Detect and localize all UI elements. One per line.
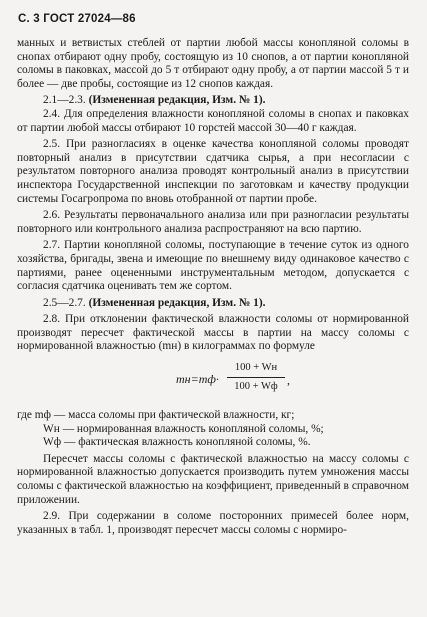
paragraph-2-7: 2.7. Партии конопляной соломы, поступающие в течение суток из одного хозяйства, бригады, звена и имеющие по внешнему виду одинаковое качество с партиями, ранее оцененными инструментальным методом, допускается с согласия сдатчика оценивать тем же сортом.: [17, 239, 409, 293]
amendment-note-2: [17, 297, 409, 311]
paragraph-2-5: 2.5. При разногласиях в оценке качества конопляной соломы проводят повторный анализ в присутствии сдатчика сырья, а при несогласии с результатом повторного анализа проводят контрольный анализ в присутствии инспектора Государственной инспекции по заготовкам и качеству продукции системы Госагропрома по вновь отобранной от партии пробе.: [17, 138, 409, 205]
paragraph-2-9: 2.9. При содержании в соломе посторонних примесей более норм, указанных в табл. 1, производят пересчет массы соломы с нормиро-: [17, 510, 409, 536]
formula-denominator: 100 + Wф: [234, 380, 278, 392]
page-header: С. 3 ГОСТ 27024—86: [18, 13, 136, 25]
amendment-note-1: [17, 94, 409, 108]
amendment-note-1-text: (Измененная редакция, Изм. № 1).: [88, 94, 266, 107]
formula-comma: ,: [287, 373, 290, 388]
amendment-note-1-number: 2.1—2.3.: [43, 94, 86, 107]
paragraph-recalculation: Пересчет массы соломы с фактической влажностью на массу соломы с нормированной влажностью допускается производить путем умножения массы соломы с фактической влажностью на коэффициент, приведенный в справочном приложении.: [17, 452, 409, 506]
paragraph-2-8: 2.8. При отклонении фактической влажности соломы от нормированной производят пересчет фактической массы в партии на массу соломы с нормированной влажностью (mн) в килограммах по формуле: [17, 313, 409, 353]
formula-lhs: mн=mф·: [176, 372, 219, 387]
document-body: [17, 37, 409, 537]
amendment-note-2-number: 2.5—2.7.: [43, 296, 86, 309]
paragraph-intro: манных и ветвистых стеблей от партии любой массы конопляной соломы в снопах отбирают одну пробу, состоящую из 10 снопов, а от партии конопляной соломы в паковках, массой до 5 т отбирают одну пробу, а от партии массой 5 т и более — две пробы, состоящие из 12 снопов каждая.: [17, 37, 409, 90]
definition-wf: Wф — фактическая влажность конопляной соломы, %.: [43, 436, 311, 449]
paragraph-2-6: 2.6. Результаты первоначального анализа или при разногласии результаты повторного или контрольного анализа распространяют на всю партию.: [17, 209, 409, 235]
paragraph-2-4: 2.4. Для определения влажности конопляной соломы в снопах и паковках от партии любой массы отбирают 10 горстей массой 30—40 г каждая.: [17, 107, 409, 134]
mass-formula: [17, 358, 409, 406]
amendment-note-2-text: (Измененная редакция, Изм. № 1).: [88, 296, 266, 309]
formula-fraction: [227, 361, 285, 393]
definition-mf: где mф — масса соломы при фактической влажности, кг;: [17, 409, 295, 422]
formula-definitions: [17, 409, 409, 450]
formula-numerator: 100 + Wн: [227, 361, 285, 378]
definition-wn: Wн — нормированная влажность конопляной соломы, %;: [43, 422, 324, 435]
